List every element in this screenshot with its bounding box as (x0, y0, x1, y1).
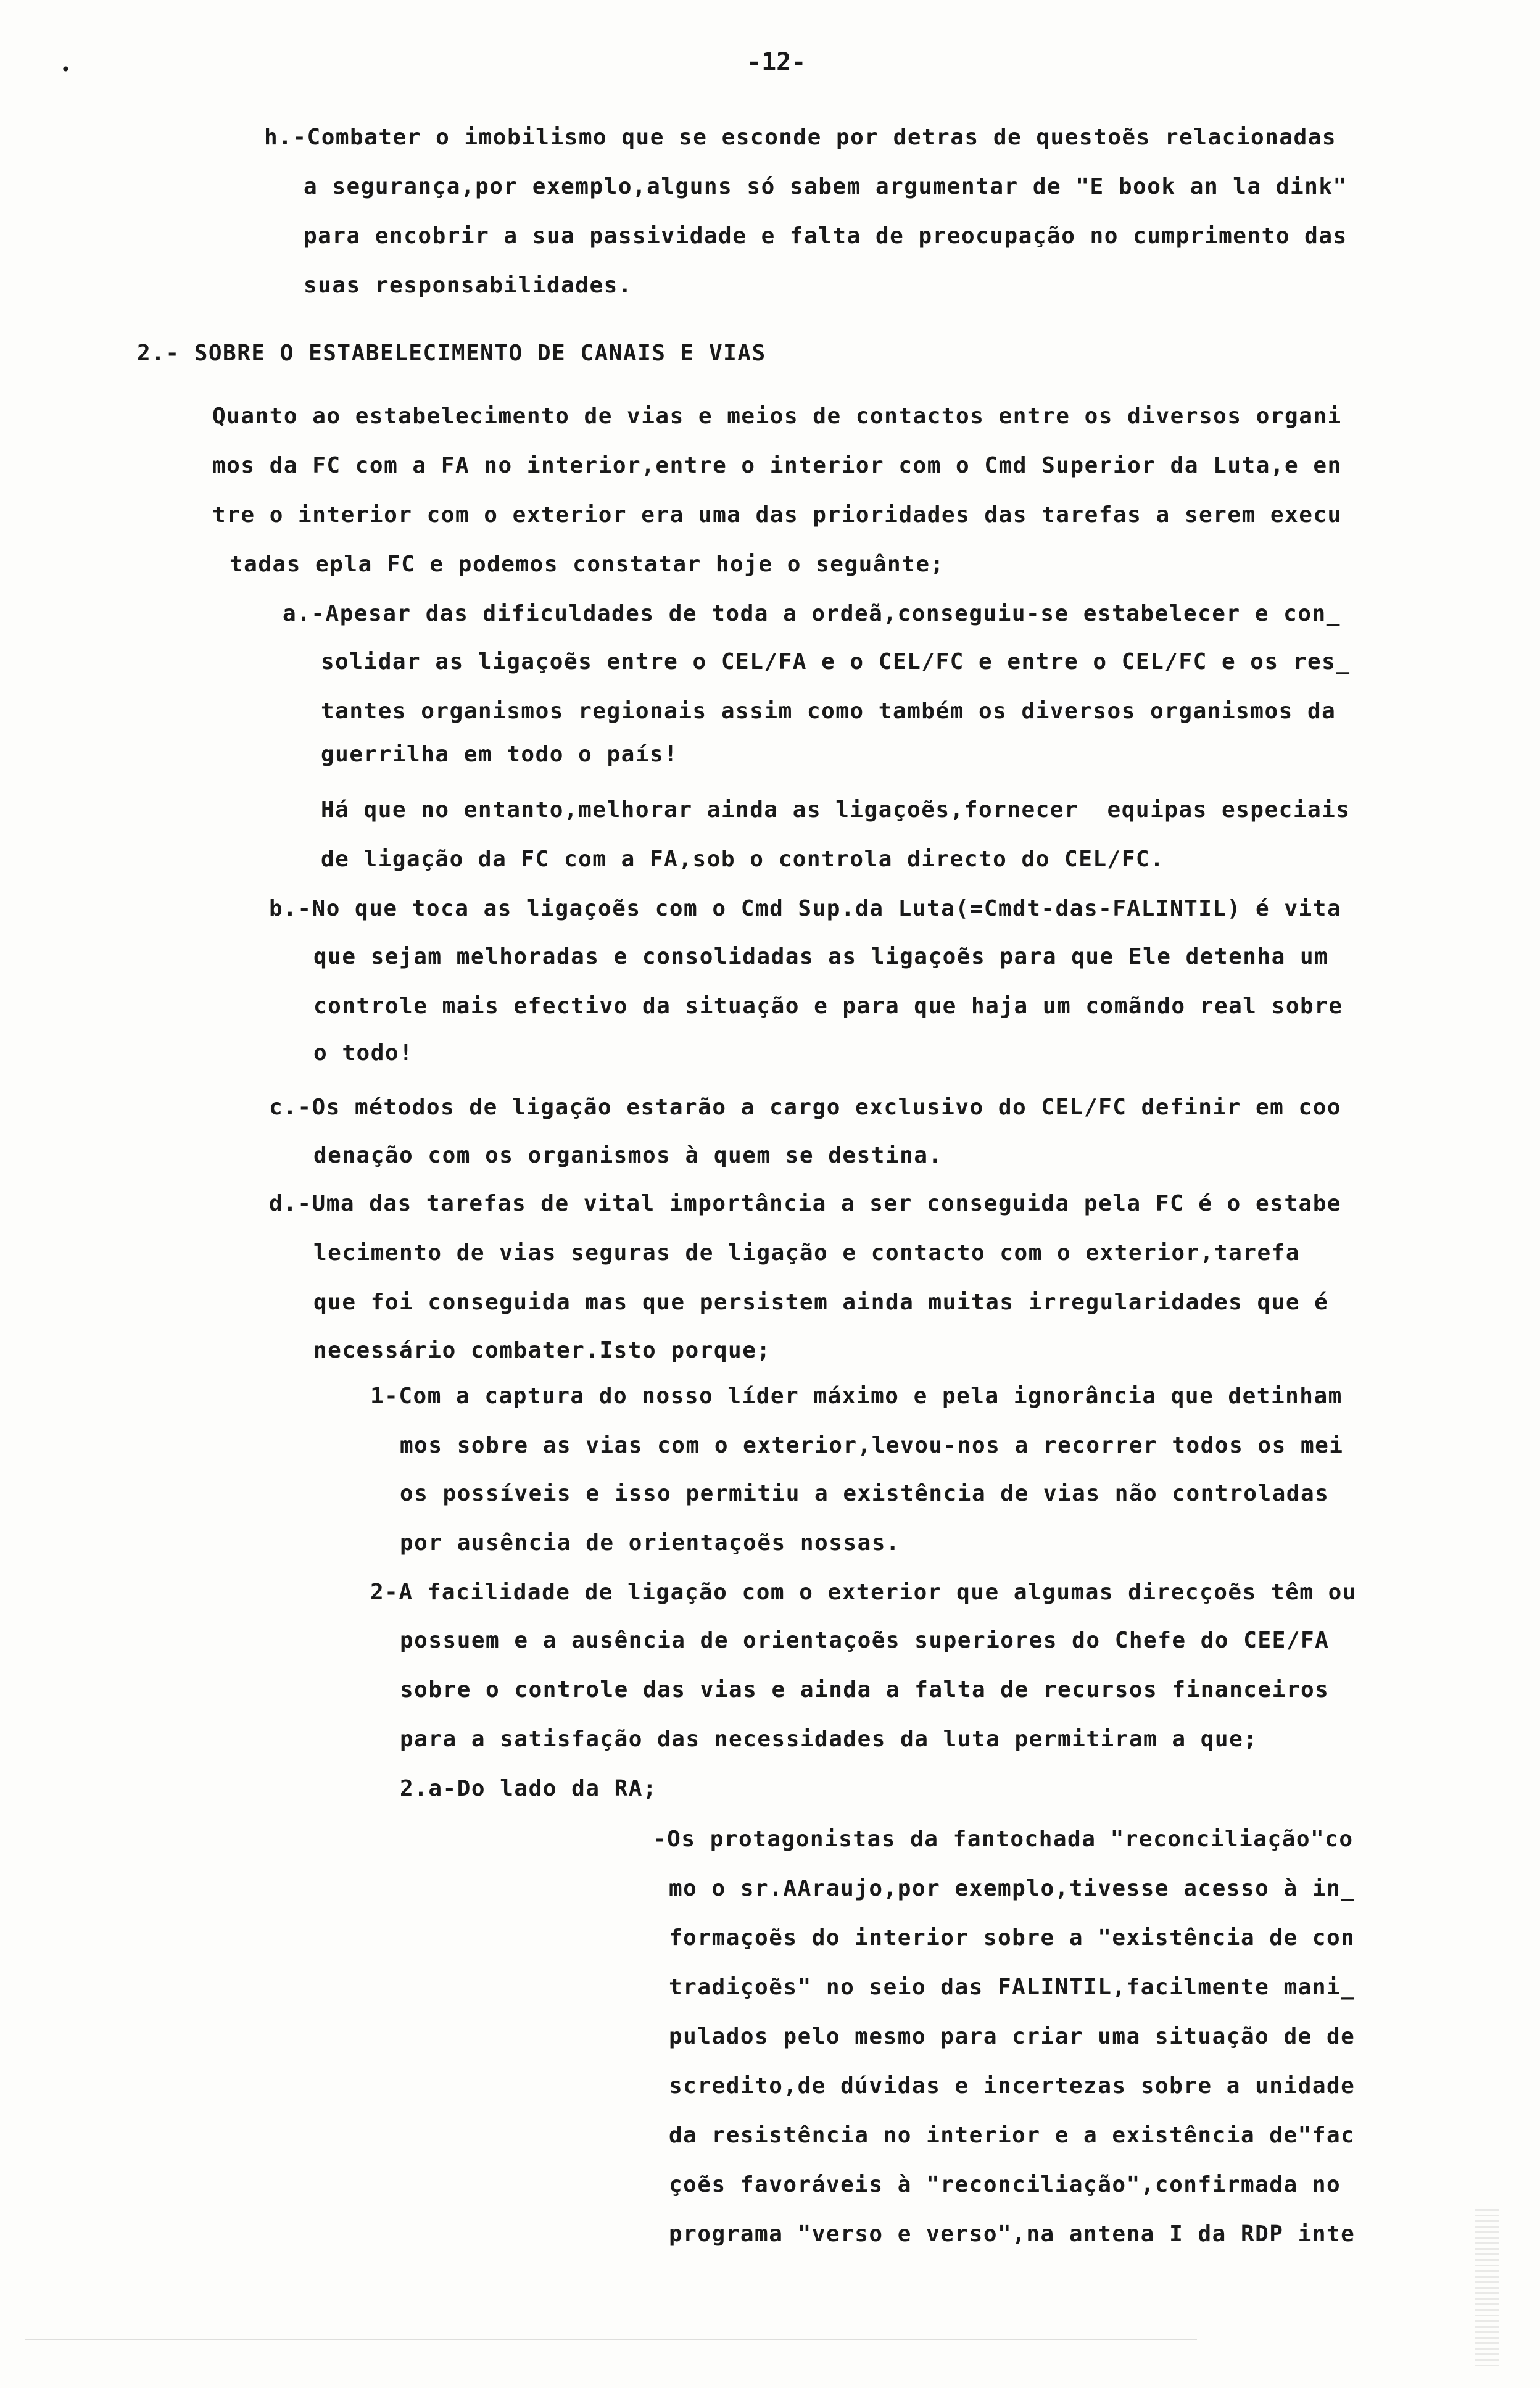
text-line: tadas epla FC e podemos constatar hoje o seguânte; (230, 552, 945, 577)
text-line: b.-No que toca as ligaçoẽs com o Cmd Sup.da Luta(=Cmdt-das-FALINTIL) é vita (269, 896, 1342, 921)
text-line: lecimento de vias seguras de ligação e contacto com o exterior,tarefa (313, 1240, 1300, 1266)
text-line: que sejam melhoradas e consolidadas as ligaçoẽs para que Ele detenha um (313, 944, 1329, 969)
text-line: denação com os organismos à quem se destina. (313, 1143, 943, 1168)
text-line: tantes organismos regionais assim como também os diversos organismos da (321, 699, 1336, 724)
subitem-heading: 2.a-Do lado da RA; (400, 1776, 658, 1801)
text-line: sobre o controle das vias e ainda a falta de recursos financeiros (400, 1677, 1330, 1702)
text-line: tre o interior com o exterior era uma das prioridades das tarefas a serem execu (212, 502, 1342, 528)
margin-mark: • (60, 59, 71, 80)
text-line: necessário combater.Isto porque; (313, 1338, 771, 1363)
text-line: pulados pelo mesmo para criar uma situação de de (669, 2024, 1356, 2049)
text-line: -Os protagonistas da fantochada "reconciliação"co (653, 1826, 1354, 1852)
text-line: mos da FC com a FA no interior,entre o interior com o Cmd Superior da Luta,e en (212, 453, 1342, 478)
text-line: para a satisfação das necessidades da luta permitiram a que; (400, 1727, 1258, 1752)
text-line: 1-Com a captura do nosso líder máximo e pela ignorância que detinham (370, 1383, 1343, 1409)
text-line: para encobrir a sua passividade e falta de preocupação no cumprimento das (304, 223, 1348, 249)
text-line: solidar as ligaçoẽs entre o CEL/FA e o CEL/FC e entre o CEL/FC e os res_ (321, 649, 1351, 674)
section-heading: 2.- SOBRE O ESTABELECIMENTO DE CANAIS E VIAS (137, 341, 766, 366)
scan-artifact (1475, 2209, 1499, 2369)
text-line: 2-A facilidade de ligação com o exterior que algumas direcçoẽs têm ou (370, 1580, 1357, 1605)
text-line: d.-Uma das tarefas de vital importância a ser conseguida pela FC é o estabe (269, 1191, 1342, 1216)
page-number: -12- (747, 48, 806, 77)
text-line: da resistência no interior e a existência de"fac (669, 2123, 1356, 2148)
text-line: formaçoẽs do interior sobre a "existência de con (669, 1925, 1356, 1951)
scan-artifact-rule (25, 2339, 1197, 2340)
text-line: c.-Os métodos de ligação estarão a cargo exclusivo do CEL/FC definir em coo (269, 1095, 1342, 1120)
text-line: mo o sr.AAraujo,por exemplo,tivesse acesso à in_ (669, 1876, 1356, 1901)
text-line: controle mais efectivo da situação e para que haja um comãndo real sobre (313, 993, 1343, 1019)
text-line: o todo! (313, 1040, 414, 1066)
text-line: mos sobre as vias com o exterior,levou-nos a recorrer todos os mei (400, 1433, 1344, 1458)
text-line: h.-Combater o imobilismo que se esconde por detras de questoẽs relacionadas (264, 125, 1337, 150)
text-line: a segurança,por exemplo,alguns só sabem argumentar de "E book an la dink" (304, 174, 1348, 199)
text-line: os possíveis e isso permitiu a existência de vias não controladas (400, 1481, 1330, 1506)
text-line: de ligação da FC com a FA,sob o controla directo do CEL/FC. (321, 847, 1165, 872)
text-line: Há que no entanto,melhorar ainda as ligaçoẽs,fornecer equipas especiais (321, 797, 1351, 823)
text-line: possuem e a ausência de orientaçoẽs superiores do Chefe do CEE/FA (400, 1628, 1330, 1653)
text-line: que foi conseguida mas que persistem ainda muitas irregularidades que é (313, 1290, 1329, 1315)
text-line: scredito,de dúvidas e incertezas sobre a unidade (669, 2073, 1356, 2099)
text-line: suas responsabilidades. (304, 273, 632, 298)
text-line: por ausência de orientaçoẽs nossas. (400, 1530, 901, 1556)
text-line: a.-Apesar das dificuldades de toda a ordeã,conseguiu-se estabelecer e con_ (283, 601, 1341, 626)
text-line: Quanto ao estabelecimento de vias e meios de contactos entre os diversos organi (212, 404, 1342, 429)
text-line: tradiçoẽs" no seio das FALINTIL,facilmente mani_ (669, 1975, 1356, 2000)
text-line: programa "verso e verso",na antena I da RDP inte (669, 2221, 1356, 2247)
text-line: çoẽs favoráveis à "reconciliação",confirmada no (669, 2172, 1341, 2197)
text-line: guerrilha em todo o país! (321, 742, 679, 767)
